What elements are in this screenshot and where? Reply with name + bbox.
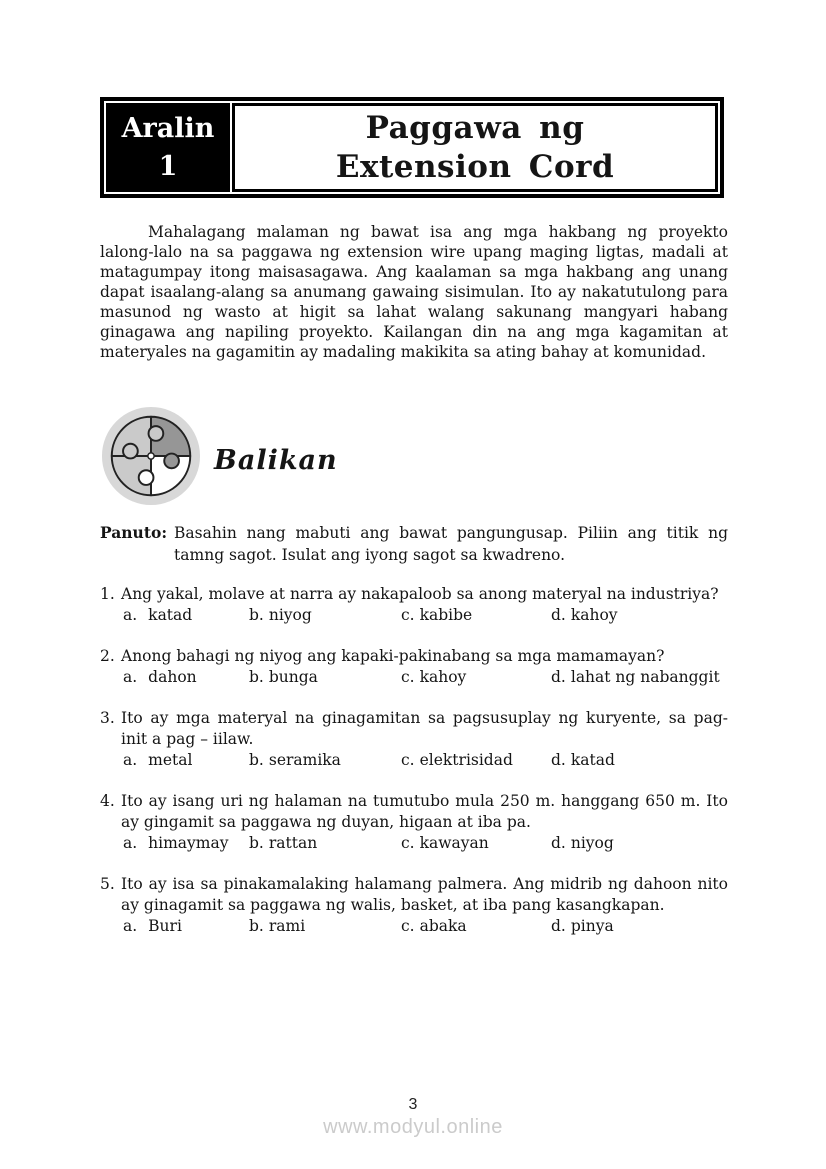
lesson-title: Paggawa ng Extension Cord <box>335 109 615 185</box>
choice-letter: a. <box>123 668 138 686</box>
choice-letter: b. <box>249 606 264 624</box>
lesson-number-box <box>106 103 230 192</box>
choice-letter: b. <box>249 668 264 686</box>
choice-text: niyog <box>570 834 614 852</box>
choice-c <box>401 833 551 854</box>
section-title: Balikan <box>214 445 338 476</box>
choice-d <box>551 833 728 854</box>
choices-row <box>123 750 728 771</box>
question-text: Anong bahagi ng niyog ang kapaki-pakinabang sa mga mamamayan? <box>121 647 665 665</box>
choice-letter: b. <box>249 751 264 769</box>
choice-text: dahon <box>148 668 197 686</box>
choice-c <box>401 916 551 937</box>
question-number: 2. <box>100 647 115 665</box>
choice-b <box>249 916 401 937</box>
choice-text: himaymay <box>148 834 229 852</box>
choice-letter: d. <box>551 917 566 935</box>
quiz <box>100 584 728 937</box>
choices-row <box>123 916 728 937</box>
question-text: Ito ay isang uri ng halaman na tumutubo mula 250 m. hanggang 650 m. Ito ay gingamit sa paggawa ng duyan, higaan at iba pa. <box>121 792 728 831</box>
question-number: 3. <box>100 709 115 727</box>
choice-letter: a. <box>123 834 138 852</box>
choice-c <box>401 667 551 688</box>
question-text: Ito ay isa sa pinakamalaking halamang palmera. Ang midrib ng dahoon nito ay ginagamit sa paggawa ng walis, basket, at iba pang kasangkapan. <box>121 875 728 914</box>
choice-a <box>123 916 249 937</box>
choice-letter: c. <box>401 834 415 852</box>
choice-text: elektrisidad <box>419 751 513 769</box>
choice-text: rattan <box>268 834 318 852</box>
puzzle-icon <box>100 405 202 507</box>
choice-letter: a. <box>123 751 138 769</box>
instructions-label: Panuto: <box>100 523 168 542</box>
lesson-title-box <box>232 103 718 192</box>
choice-text: abaka <box>419 917 467 935</box>
choice-letter: c. <box>401 668 415 686</box>
question-number: 5. <box>100 875 115 893</box>
balikan-section-header <box>100 405 728 507</box>
choice-a <box>123 605 249 626</box>
watermark: www.modyul.online <box>323 1116 503 1138</box>
lesson-label: Aralin <box>121 112 215 144</box>
choice-d <box>551 750 728 771</box>
choice-letter: c. <box>401 917 415 935</box>
choice-letter: d. <box>551 668 566 686</box>
choice-text: kabibe <box>419 606 473 624</box>
question-5 <box>100 874 728 937</box>
choice-b <box>249 667 401 688</box>
choice-text: Buri <box>148 917 182 935</box>
question-4 <box>100 791 728 854</box>
question-text: Ang yakal, molave at narra ay nakapaloob sa anong materyal na industriya? <box>121 585 719 603</box>
choice-letter: a. <box>123 606 138 624</box>
page-number: 3 <box>408 1096 418 1113</box>
choices-row <box>123 667 728 688</box>
choice-text: katad <box>148 606 193 624</box>
lesson-number: 1 <box>158 150 178 182</box>
choice-text: lahat ng nabanggit <box>570 668 720 686</box>
choice-text: pinya <box>570 917 614 935</box>
lesson-header <box>100 97 724 198</box>
intro-paragraph: Mahalagang malaman ng bawat isa ang mga hakbang ng proyekto lalong-lalo na sa paggawa ng extension wire upang maging ligtas, madali at matagumpay itong maisasagawa. Ang kaalaman sa mga hakbang ang unang dapat isaalang-alang sa anumang gawaing sisimulan. Ito ay nakatutulong para masunod ng wasto at higit sa lahat walang sakunang mangyari habang ginagawa ang napiling proyekto. Kailangan din na ang mga kagamitan at materyales na gagamitin ay madaling makikita sa ating bahay at komunidad. <box>100 223 728 361</box>
choice-letter: d. <box>551 606 566 624</box>
question-number: 1. <box>100 585 115 603</box>
choices-row <box>123 833 728 854</box>
choice-letter: d. <box>551 834 566 852</box>
choice-text: bunga <box>268 668 318 686</box>
choice-letter: d. <box>551 751 566 769</box>
choice-letter: c. <box>401 606 415 624</box>
choice-a <box>123 667 249 688</box>
question-text: Ito ay mga materyal na ginagamitan sa pagsusuplay ng kuryente, sa pag- init a pag – iilaw. <box>121 709 728 748</box>
choice-text: katad <box>570 751 615 769</box>
choice-text: metal <box>148 751 193 769</box>
choice-d <box>551 916 728 937</box>
choice-c <box>401 605 551 626</box>
choice-text: kahoy <box>419 668 467 686</box>
choice-text: rami <box>268 917 306 935</box>
choice-b <box>249 750 401 771</box>
question-1 <box>100 584 728 626</box>
question-2 <box>100 646 728 688</box>
choice-d <box>551 667 728 688</box>
choice-b <box>249 605 401 626</box>
choice-letter: a. <box>123 917 138 935</box>
instructions-text: Basahin nang mabuti ang bawat pangungusap. Piliin ang titik ng tamng sagot. Isulat ang iyong sagot sa kwadreno. <box>174 524 728 564</box>
choice-text: kawayan <box>419 834 489 852</box>
choice-text: niyog <box>268 606 312 624</box>
choice-a <box>123 750 249 771</box>
choice-c <box>401 750 551 771</box>
question-number: 4. <box>100 792 115 810</box>
instructions <box>100 522 728 566</box>
choice-text: seramika <box>268 751 341 769</box>
choice-d <box>551 605 728 626</box>
choice-text: kahoy <box>570 606 618 624</box>
choice-letter: b. <box>249 834 264 852</box>
choice-b <box>249 833 401 854</box>
page-content <box>100 97 728 957</box>
choice-letter: c. <box>401 751 415 769</box>
choice-letter: b. <box>249 917 264 935</box>
question-3 <box>100 708 728 771</box>
choice-a <box>123 833 249 854</box>
choices-row <box>123 605 728 626</box>
